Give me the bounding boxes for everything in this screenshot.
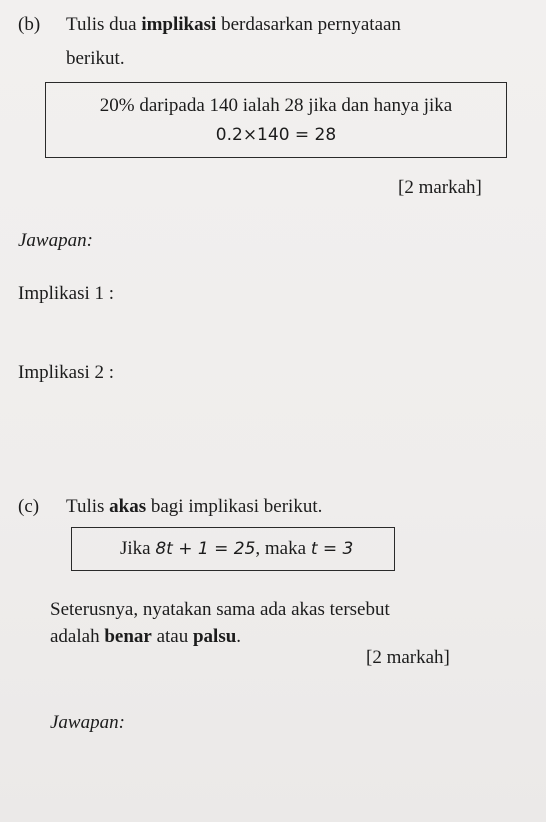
part-c-label: (c) (18, 496, 40, 517)
part-c-marks: [2 markah] (366, 647, 450, 668)
part-c-instruction-bold: akas (109, 496, 147, 517)
part-b-instruction-line2: berikut. (66, 48, 125, 69)
part-c-line4 (50, 624, 241, 650)
part-b-instruction-post: berdasarkan pernyataan (216, 14, 401, 35)
part-b-instruction-pre: Tulis dua (66, 14, 142, 35)
part-c-statement-box (71, 527, 395, 571)
part-b-statement-box (45, 82, 507, 158)
part-c-instruction (66, 494, 526, 520)
part-c-equation-1: 8t + 1 = 25 (155, 539, 256, 559)
part-c-statement (120, 536, 394, 562)
part-b-label: (b) (18, 14, 41, 35)
part-c-maka: , maka (255, 538, 311, 559)
part-c-instruction-pre: Tulis (66, 496, 110, 517)
part-c-instruction-post: bagi implikasi berikut. (146, 496, 323, 517)
part-c-palsu: palsu (192, 626, 237, 647)
implication-2-label: Implikasi 2 : (18, 362, 115, 383)
part-b-answer-label: Jawapan: (18, 230, 93, 251)
part-c-jika: Jika (120, 538, 156, 559)
part-b-statement-line1: 20% daripada 140 ialah 28 jika dan hanya jika (99, 95, 453, 116)
part-b-marks: [2 markah] (398, 177, 482, 198)
part-b-instruction (66, 12, 526, 38)
part-c-equation-2: t = 3 (310, 539, 354, 559)
part-b-statement-line2: 0.2×140 = 28 (215, 125, 337, 145)
part-c-line4-pre: adalah (50, 626, 105, 647)
part-c-line4-post: . (236, 626, 242, 647)
part-c-answer-label: Jawapan: (50, 712, 125, 733)
part-c-benar: benar (104, 626, 152, 647)
part-b-instruction-bold: implikasi (141, 14, 217, 35)
part-c-line4-mid: atau (151, 626, 193, 647)
part-c-line3: Seterusnya, nyatakan sama ada akas tersebut (50, 599, 390, 620)
implication-1-label: Implikasi 1 : (18, 283, 115, 304)
